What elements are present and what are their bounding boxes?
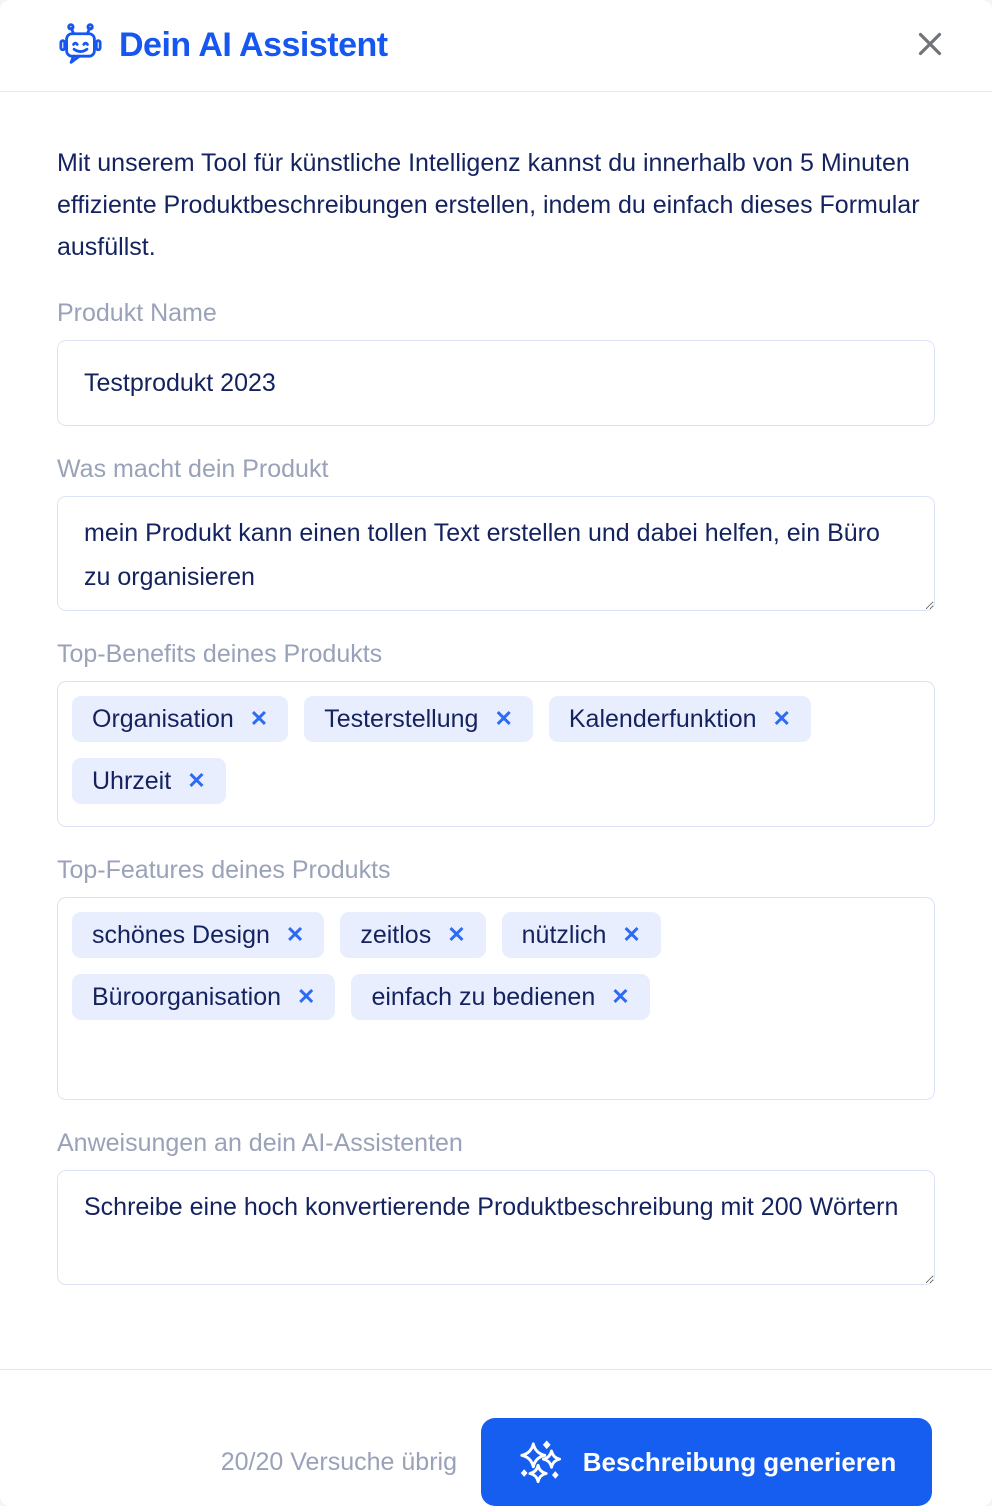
tag [502,912,661,958]
tag-label: schönes Design [92,920,270,949]
features-tag-input[interactable] [57,897,935,1100]
tag-label: zeitlos [360,920,432,949]
robot-chat-icon [57,22,104,69]
tag [72,974,335,1020]
modal-title: Dein AI Assistent [119,26,388,64]
product-description-textarea[interactable] [57,496,935,611]
tag-label: Organisation [92,704,234,733]
product-name-input[interactable] [57,340,935,426]
tag-remove-icon[interactable]: ✕ [285,922,305,947]
close-button[interactable] [908,24,952,68]
features-label: Top-Features deines Produkts [57,856,391,884]
benefits-tag-input[interactable] [57,681,935,827]
attempts-remaining-text: 20/20 Versuche übrig [220,1447,457,1476]
tag-label: Kalenderfunktion [568,704,757,733]
intro-text: Mit unserem Tool für künstliche Intelligenz kannst du innerhalb von 5 Minuten effiziente Produktbeschreibungen erstellen, indem du einfach dieses Formular ausfüllst. [57,149,920,261]
tag-label: Testerstellung [324,704,479,733]
sparkles-icon [517,1439,563,1485]
tag-label: Büroorganisation [92,982,282,1011]
tag [549,696,811,742]
tag [340,912,485,958]
product-name-label: Produkt Name [57,299,217,327]
close-icon [911,25,949,66]
tag [304,696,533,742]
generate-description-button[interactable] [481,1418,932,1506]
tag-remove-icon[interactable]: ✕ [772,706,791,731]
instructions-textarea[interactable] [57,1170,935,1285]
tag-label: einfach zu bedienen [371,982,596,1011]
product-description-label: Was macht dein Produkt [57,455,329,483]
benefits-label: Top-Benefits deines Produkts [57,640,383,668]
instructions-label: Anweisungen an dein AI-Assistenten [57,1129,463,1157]
modal-body [0,92,992,1331]
tag-remove-icon[interactable]: ✕ [187,768,206,793]
generate-button-label: Beschreibung generieren [582,1446,897,1477]
tag-remove-icon[interactable]: ✕ [611,984,630,1009]
tag-remove-icon[interactable]: ✕ [494,706,513,731]
tag-remove-icon[interactable]: ✕ [297,984,316,1009]
tag [72,758,226,804]
tag [72,912,324,958]
tag-remove-icon[interactable]: ✕ [447,922,466,947]
tag-remove-icon[interactable]: ✕ [249,706,269,731]
modal-header [0,0,992,92]
modal-footer [0,1370,992,1506]
tag [351,974,649,1020]
tag-label: nützlich [521,920,607,949]
tag [72,696,288,742]
tag-label: Uhrzeit [92,766,172,795]
tag-remove-icon[interactable]: ✕ [622,922,641,947]
